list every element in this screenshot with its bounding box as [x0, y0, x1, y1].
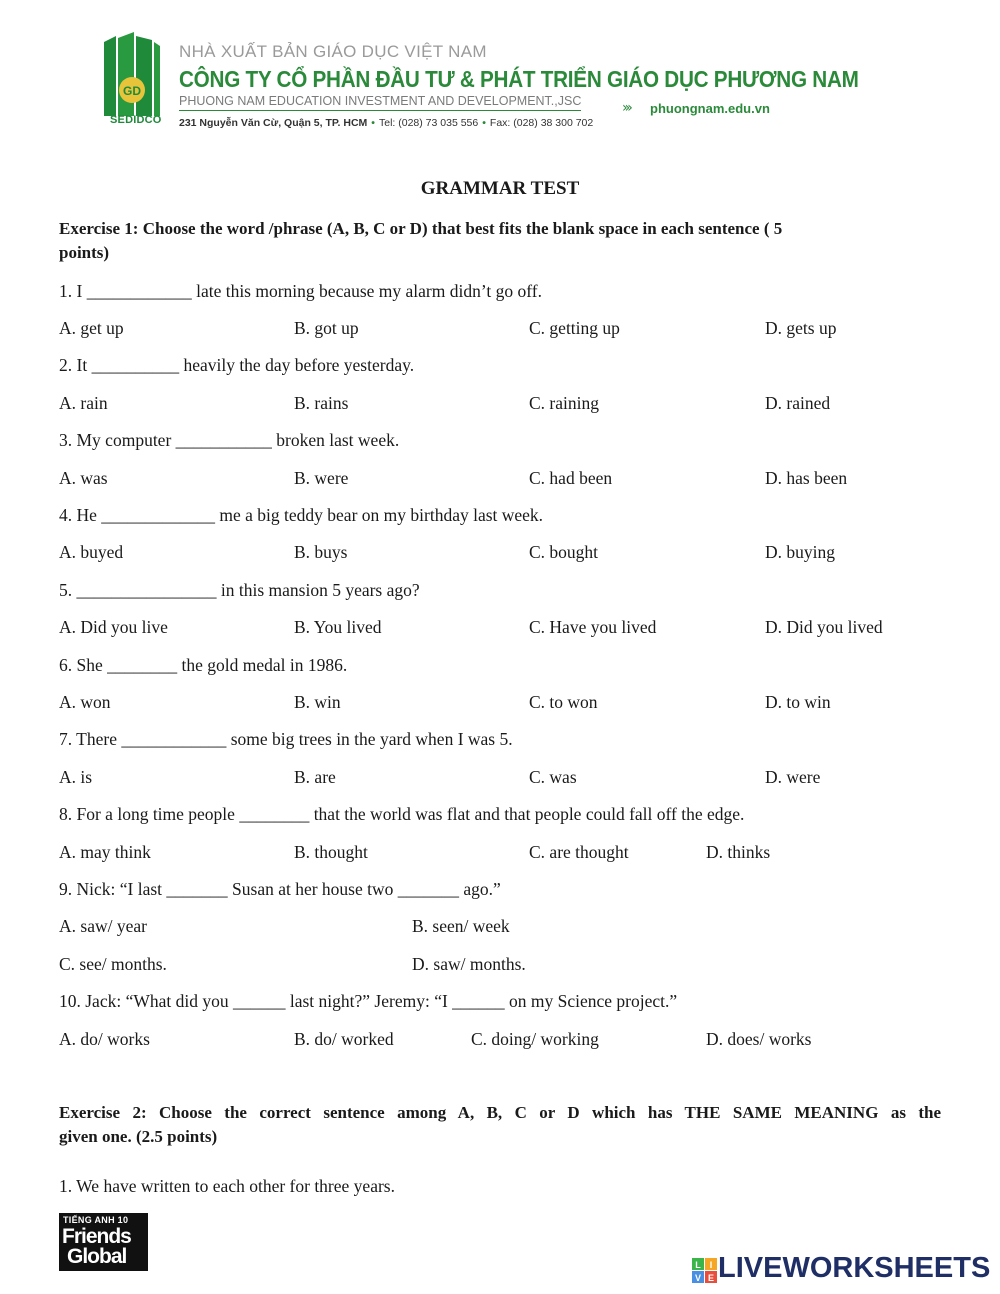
option-8d[interactable]: D. thinks	[706, 842, 771, 862]
liveworksheets-icon	[692, 1258, 718, 1284]
friends-global-book-logo: TIẾNG ANH 10 Friends Global	[59, 1213, 148, 1271]
liveworksheets-watermark: LIVEWORKSHEETS	[718, 1252, 991, 1284]
question-8: 8. For a long time people ________ that the world was flat and that people could fall off the edge.	[59, 804, 745, 824]
svg-text:V: V	[694, 1273, 702, 1283]
publisher-name: NHÀ XUẤT BẢN GIÁO DỤC VIỆT NAM	[179, 42, 487, 61]
option-10d[interactable]: D. does/ works	[706, 1029, 812, 1049]
question-9: 9. Nick: “I last _______ Susan at her house two _______ ago.”	[59, 879, 501, 899]
option-4d[interactable]: D. buying	[765, 542, 835, 562]
option-8c[interactable]: C. are thought	[529, 842, 629, 862]
question-6: 6. She ________ the gold medal in 1986.	[59, 655, 348, 675]
option-9b[interactable]: B. seen/ week	[412, 916, 510, 936]
option-4a[interactable]: A. buyed	[59, 542, 124, 562]
question-1: 1. I ____________ late this morning because my alarm didn’t go off.	[59, 281, 542, 301]
svg-text:L: L	[695, 1260, 701, 1270]
option-7b[interactable]: B. are	[294, 767, 336, 787]
question-7: 7. There ____________ some big trees in the yard when I was 5.	[59, 729, 513, 749]
svg-text:GD: GD	[123, 84, 141, 98]
option-6a[interactable]: A. won	[59, 692, 111, 712]
option-5c[interactable]: C. Have you lived	[529, 617, 657, 637]
address: 231 Nguyễn Văn Cừ, Quận 5, TP. HCM	[179, 117, 368, 129]
option-2a[interactable]: A. rain	[59, 393, 108, 413]
option-1c[interactable]: C. getting up	[529, 318, 620, 338]
brand-name: SEDIDCO	[110, 114, 162, 126]
option-2b[interactable]: B. rains	[294, 393, 349, 413]
option-4c[interactable]: C. bought	[529, 542, 599, 562]
option-3d[interactable]: D. has been	[765, 468, 848, 488]
company-name: CÔNG TY CỔ PHẦN ĐẦU TƯ & PHÁT TRIỂN GIÁO DỤC PHƯƠNG NAM	[179, 66, 859, 92]
option-2c[interactable]: C. raining	[529, 393, 599, 413]
option-3a[interactable]: A. was	[59, 468, 108, 488]
option-9d[interactable]: D. saw/ months.	[412, 954, 526, 974]
svg-text:I: I	[709, 1260, 713, 1270]
question-2: 2. It __________ heavily the day before yesterday.	[59, 355, 415, 375]
option-6d[interactable]: D. to win	[765, 692, 831, 712]
option-10c[interactable]: C. doing/ working	[471, 1029, 599, 1049]
option-8a[interactable]: A. may think	[59, 842, 151, 862]
option-1d[interactable]: D. gets up	[765, 318, 837, 338]
option-7d[interactable]: D. were	[765, 767, 821, 787]
website-link[interactable]: phuongnam.edu.vn	[650, 101, 770, 116]
exercise2-question-1: 1. We have written to each other for three years.	[59, 1176, 395, 1196]
company-english-name: PHUONG NAM EDUCATION INVESTMENT AND DEVELOPMENT.,JSC	[179, 94, 581, 111]
option-5b[interactable]: B. You lived	[294, 617, 382, 637]
option-3c[interactable]: C. had been	[529, 468, 613, 488]
option-2d[interactable]: D. rained	[765, 393, 831, 413]
question-4: 4. He _____________ me a big teddy bear on my birthday last week.	[59, 505, 544, 525]
option-9a[interactable]: A. saw/ year	[59, 916, 147, 936]
option-7c[interactable]: C. was	[529, 767, 577, 787]
option-4b[interactable]: B. buys	[294, 542, 348, 562]
option-6b[interactable]: B. win	[294, 692, 341, 712]
option-6c[interactable]: C. to won	[529, 692, 598, 712]
exercise2-heading: Exercise 2: Choose the correct sentence among A, B, C or D which has THE SAME MEANING as the given one. (2.5 points)	[59, 1103, 941, 1146]
exercise1-heading: Exercise 1: Choose the word /phrase (A, B, C or D) that best fits the blank space in each sentence ( 5 points)	[59, 219, 783, 262]
option-9c[interactable]: C. see/ months.	[59, 954, 167, 974]
question-3: 3. My computer ___________ broken last week.	[59, 430, 400, 450]
page-title: GRAMMAR TEST	[420, 178, 580, 199]
svg-text:E: E	[707, 1273, 715, 1283]
fax: Fax: (028) 38 300 702	[489, 117, 594, 129]
option-5d[interactable]: D. Did you lived	[765, 617, 883, 637]
question-10: 10. Jack: “What did you ______ last night?” Jeremy: “I ______ on my Science project.”	[59, 991, 678, 1011]
contact-line: 231 Nguyễn Văn Cừ, Quận 5, TP. HCM • Tel: (028) 73 035 556 • Fax: (028) 38 300 702	[179, 117, 594, 129]
option-1b[interactable]: B. got up	[294, 318, 359, 338]
telephone: Tel: (028) 73 035 556	[378, 117, 479, 129]
option-7a[interactable]: A. is	[59, 767, 93, 787]
option-3b[interactable]: B. were	[294, 468, 349, 488]
option-10a[interactable]: A. do/ works	[59, 1029, 150, 1049]
option-1a[interactable]: A. get up	[59, 318, 124, 338]
option-5a[interactable]: A. Did you live	[59, 617, 168, 637]
question-5: 5. ________________ in this mansion 5 years ago?	[59, 580, 420, 600]
option-8b[interactable]: B. thought	[294, 842, 368, 862]
chevrons-icon: ›››	[622, 100, 630, 116]
option-10b[interactable]: B. do/ worked	[294, 1029, 394, 1049]
